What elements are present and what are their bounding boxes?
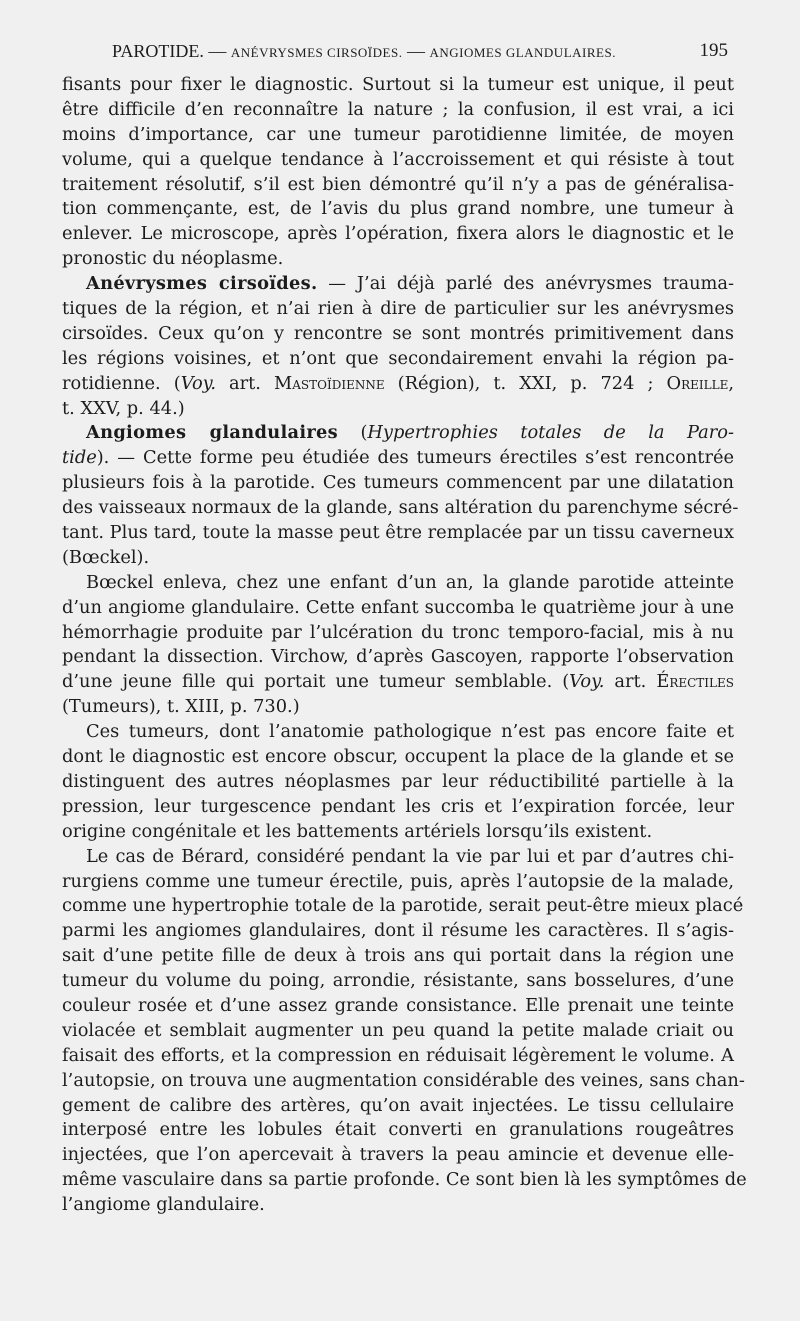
paragraph-diagnostic	[62, 73, 734, 272]
text-line: être difficile d’en reconnaître la nature ; la confusion, il est vrai, a ici	[62, 98, 734, 120]
section-heading-anevrysmes: Anévrysmes cirsoïdes.	[86, 273, 318, 295]
text-span: rotidienne. (	[62, 372, 181, 394]
text-line: pendant la dissection. Virchow, d’après Gascoyen, rapporte l’observation	[62, 646, 734, 668]
text-line: couleur rosée et d’une assez grande consistance. Elle prenait une teinte	[62, 994, 734, 1016]
text-line: hémorrhagie produite par l’ulcération du tronc temporo-facial, mis à nu	[62, 621, 734, 643]
text-line: violacée et semblait augmenter un peu quand la petite malade criait ou	[62, 1019, 734, 1041]
header-title	[112, 36, 616, 68]
text-line: tion commençante, est, de l’avis du plus grand nombre, une tumeur à	[62, 198, 734, 220]
cross-reference-erectiles: Érectiles	[656, 671, 734, 693]
text-line	[62, 446, 734, 471]
paragraph-berard	[62, 845, 747, 1218]
text-line: sait d’une petite fille de deux à trois ans qui portait dans la région une	[62, 945, 734, 967]
text-span: (Région), t. XXI, p. 724 ;	[384, 372, 667, 394]
text-line: rurgiens comme une tumeur érectile, puis, après l’autopsie de la malade,	[62, 870, 734, 892]
text-line: tant. Plus tard, toute la masse peut être remplacée par un tissu caverneux	[62, 522, 734, 544]
text-line: plusieurs fois à la parotide. Ces tumeurs commencent par une dilatation	[62, 472, 734, 494]
header-dash: —	[406, 41, 425, 61]
text-line: t. XXV, p. 44.)	[62, 397, 185, 419]
text-line: l’angiome glandulaire.	[62, 1194, 265, 1216]
text-line	[62, 372, 734, 397]
text-span: Voy.	[180, 372, 216, 394]
cross-reference-oreille: Oreille	[666, 372, 729, 394]
text-line: Le cas de Bérard, considéré pendant la vie par lui et par d’autres chi-	[86, 845, 734, 867]
text-line: volume, qui a quelque tendance à l’accroissement et qui résiste à tout	[62, 148, 734, 170]
text-line: même vasculaire dans sa partie profonde. Ce sont bien là les symptômes de	[62, 1169, 747, 1191]
text-line: des vaisseaux normaux de la glande, sans altération du parenchyme sécré-	[62, 497, 739, 519]
text-line	[62, 421, 734, 446]
text-line: gement de calibre des artères, qu’on avait injectées. Le tissu cellulaire	[62, 1094, 734, 1116]
text-span: ,	[728, 372, 734, 394]
text-line: dont le diagnostic est encore obscur, occupent la place de la glande et se	[62, 746, 734, 768]
text-span: (	[337, 422, 368, 444]
text-line: origine congénitale et les battements artériels lorsqu’ils existent.	[62, 820, 653, 842]
section-heading-angiomes: Angiomes glandulaires	[86, 422, 338, 444]
text-line: (Tumeurs), t. XIII, p. 730.)	[62, 696, 300, 718]
text-line: tiques de la région, et n’ai rien à dire de particulier sur les anévrysmes	[62, 298, 734, 320]
text-span: Voy.	[569, 671, 605, 693]
header-title-text: PAROTIDE.	[112, 41, 204, 61]
text-line: comme une hypertrophie totale de la parotide, serait peut-être mieux placé	[62, 895, 744, 917]
text-line: pronostic du néoplasme.	[62, 248, 284, 270]
text-span: art.	[604, 671, 657, 693]
paragraph-anevrysmes-cirsoides	[62, 272, 734, 421]
text-line: faisait des efforts, et la compression en réduisait légèrement le volume. A	[62, 1044, 734, 1066]
cross-reference-mastoidienne: Mastoïdienne	[274, 372, 385, 394]
text-line: traitement résolutif, s’il est bien démontré qu’il n’y a pas de généralisa-	[62, 173, 734, 195]
text-span: Hypertrophies totales de la Paro-	[367, 422, 734, 444]
text-line	[62, 272, 734, 297]
paragraph-boeckel	[62, 571, 734, 720]
text-line: parmi les angiomes glandulaires, dont il résume les caractères. Il s’agis-	[62, 920, 734, 942]
page-body	[62, 73, 747, 1218]
text-span: d’une jeune fille qui portait une tumeur semblable. (	[62, 671, 570, 693]
text-line: enlever. Le microscope, après l’opération, fixera alors le diagnostic et le	[62, 223, 734, 245]
text-line: moins d’importance, car une tumeur parotidienne limitée, de moyen	[62, 123, 734, 145]
header-dash: —	[208, 41, 227, 61]
text-line: pression, leur turgescence pendant les cris et l’expiration forcée, leur	[62, 795, 734, 817]
text-line: tumeur du volume du poing, arrondie, résistante, sans bosselures, d’une	[62, 970, 734, 992]
running-header	[62, 36, 730, 66]
text-line: distinguent des autres néoplasmes par leur réductibilité partielle à la	[62, 770, 734, 792]
text-line: interposé entre les lobules était converti en granulations rougeâtres	[62, 1119, 734, 1141]
header-section-angiomes: ANGIOMES GLANDULAIRES.	[429, 45, 616, 60]
text-line	[62, 670, 734, 695]
text-span: ). — Cette forme peu étudiée des tumeurs érectiles s’est rencontrée	[96, 447, 734, 469]
header-section-anevrysmes: ANÉVRYSMES CIRSOÏDES.	[230, 45, 403, 60]
paragraph-angiomes-glandulaires	[62, 421, 739, 570]
text-span: — J’ai déjà parlé des anévrysmes trauma-	[317, 273, 734, 295]
text-span: art.	[215, 372, 275, 394]
text-line: l’autopsie, on trouva une augmentation considérable des veines, sans chan-	[62, 1069, 745, 1091]
text-line: Ces tumeurs, dont l’anatomie pathologique n’est pas encore faite et	[86, 721, 734, 743]
text-line: les régions voisines, et n’ont que secondairement envahi la région pa-	[62, 347, 734, 369]
text-line: d’un angiome glandulaire. Cette enfant succomba le quatrième jour à une	[62, 596, 734, 618]
text-line: (Bœckel).	[62, 546, 150, 568]
text-span: tide	[62, 447, 97, 469]
page-number: 195	[699, 40, 728, 61]
text-line: Bœckel enleva, chez une enfant d’un an, la glande parotide atteinte	[86, 571, 734, 593]
text-line: cirsoïdes. Ceux qu’on y rencontre se sont montrés primitivement dans	[62, 322, 734, 344]
paragraph-ces-tumeurs	[62, 720, 734, 844]
text-line: fisants pour fixer le diagnostic. Surtout si la tumeur est unique, il peut	[62, 74, 734, 95]
text-line: injectées, que l’on apercevait à travers la peau amincie et devenue elle-	[62, 1144, 734, 1166]
